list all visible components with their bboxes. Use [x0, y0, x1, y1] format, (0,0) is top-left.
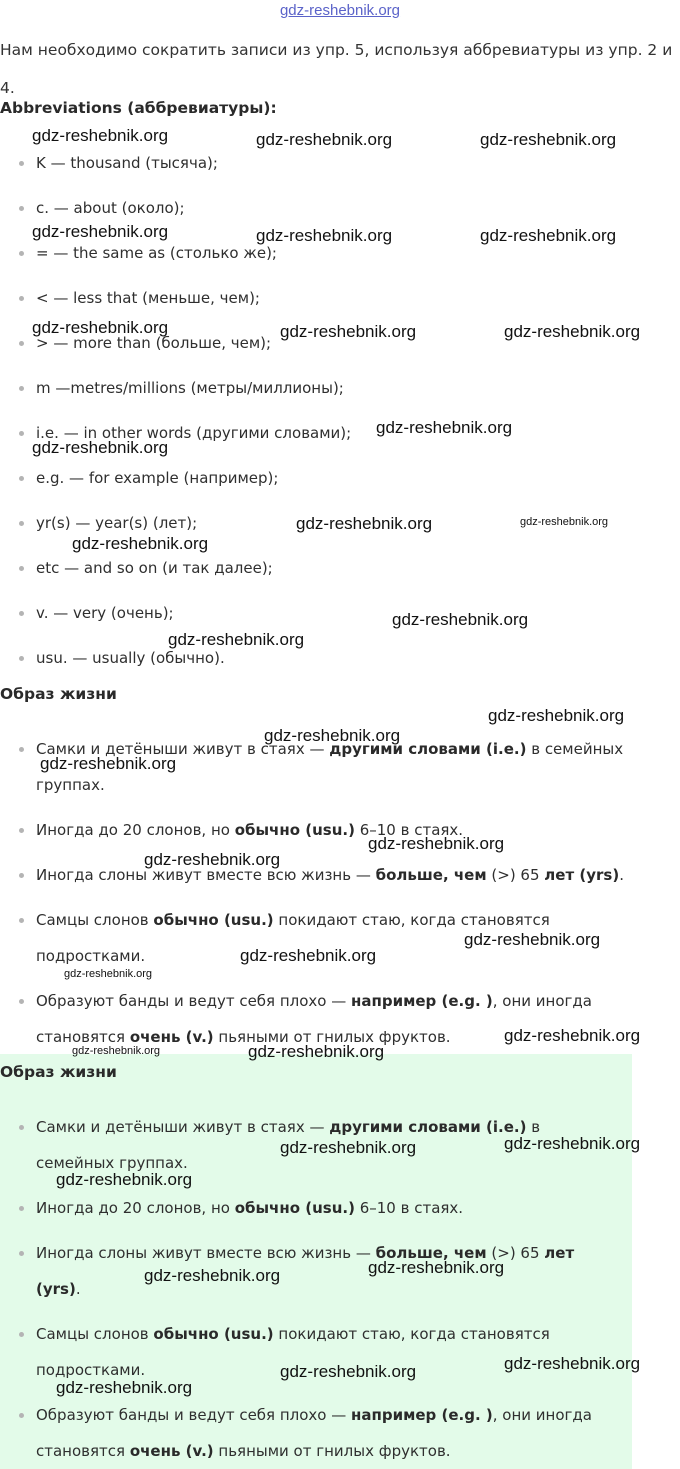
- watermark: gdz-reshebnik.org: [240, 946, 377, 965]
- watermark: gdz-reshebnik.org: [168, 630, 305, 649]
- list-item: usu. — usually (обычно).: [36, 640, 656, 676]
- watermark: gdz-reshebnik.org: [64, 968, 153, 980]
- watermark: gdz-reshebnik.org: [504, 322, 641, 341]
- watermark: gdz-reshebnik.org: [264, 726, 401, 745]
- watermark: gdz-reshebnik.org: [56, 1378, 193, 1397]
- answer-heading-lifestyle: Образ жизни: [0, 1063, 117, 1081]
- watermark: gdz-reshebnik.org: [72, 1045, 161, 1057]
- list-item: Самцы слонов обычно (usu.) покидают стаю, когда становятся подростками.: [36, 1316, 596, 1388]
- bold-phrase: например (e.g. ): [351, 992, 493, 1010]
- watermark: gdz-reshebnik.org: [280, 322, 417, 341]
- bold-phrase: обычно (usu.): [234, 1199, 355, 1217]
- list-item: v. — very (очень);: [36, 595, 656, 631]
- watermark: gdz-reshebnik.org: [480, 226, 617, 245]
- watermark: gdz-reshebnik.org: [256, 130, 393, 149]
- section-heading-lifestyle: Образ жизни: [0, 685, 117, 703]
- list-item: Образуют банды и ведут себя плохо — например (e.g. ), они иногда становятся очень (v.) пьяными от гнилых фруктов.: [36, 983, 636, 1055]
- list-item: Иногда до 20 слонов, но обычно (usu.) 6–10 в стаях.: [36, 812, 656, 848]
- watermark: gdz-reshebnik.org: [376, 418, 513, 437]
- bold-phrase: лет (yrs): [36, 1244, 575, 1298]
- watermark: gdz-reshebnik.org: [464, 930, 601, 949]
- list-item: = — the same as (столько же);: [36, 235, 656, 271]
- list-item: m —metres/millions (метры/миллионы);: [36, 370, 656, 406]
- watermark: gdz-reshebnik.org: [296, 514, 433, 533]
- bold-phrase: больше, чем: [375, 1244, 487, 1262]
- list-item: etc — and so on (и так далее);: [36, 550, 656, 586]
- list-item: Иногда слоны живут вместе всю жизнь — больше, чем (>) 65 лет (yrs).: [36, 857, 656, 893]
- list-item: Иногда до 20 слонов, но обычно (usu.) 6–10 в стаях.: [36, 1190, 656, 1226]
- bold-phrase: обычно (usu.): [153, 911, 274, 929]
- bold-phrase: лет (yrs): [544, 866, 620, 884]
- watermark: gdz-reshebnik.org: [480, 130, 617, 149]
- watermark: gdz-reshebnik.org: [488, 706, 625, 725]
- list-item: > — more than (больше, чем);: [36, 325, 656, 361]
- list-item: Самцы слонов обычно (usu.) покидают стаю, когда становятся подростками.: [36, 902, 596, 974]
- list-item: Самки и детёныши живут в стаях — другими словами (i.e.) в семейных группах.: [36, 731, 651, 803]
- bold-phrase: очень (v.): [129, 1028, 214, 1046]
- abbreviations-heading: Abbreviations (аббревиатуры):: [0, 99, 277, 117]
- list-item: Иногда слоны живут вместе всю жизнь — больше, чем (>) 65 лет (yrs).: [36, 1235, 616, 1307]
- watermark: gdz-reshebnik.org: [32, 438, 169, 457]
- list-item: K — thousand (тысяча);: [36, 145, 656, 181]
- bold-phrase: очень (v.): [129, 1442, 214, 1460]
- watermark: gdz-reshebnik.org: [280, 1362, 417, 1381]
- list-item: i.e. — in other words (другими словами);: [36, 415, 656, 451]
- watermark: gdz-reshebnik.org: [32, 222, 169, 241]
- watermark: gdz-reshebnik.org: [56, 1170, 193, 1189]
- bold-phrase: обычно (usu.): [153, 1325, 274, 1343]
- watermark: gdz-reshebnik.org: [368, 834, 505, 853]
- watermark: gdz-reshebnik.org: [40, 754, 177, 773]
- site-title-link[interactable]: gdz-reshebnik.org: [279, 2, 401, 19]
- bold-phrase: другими словами (i.e.): [329, 1118, 527, 1136]
- list-item: c. — about (около);: [36, 190, 656, 226]
- list-item: < — less that (меньше, чем);: [36, 280, 656, 316]
- intro-text: Нам необходимо сократить записи из упр. 5, используя аббревиатуры из упр. 2 и 4.: [0, 41, 673, 97]
- watermark: gdz-reshebnik.org: [248, 1042, 385, 1061]
- watermark: gdz-reshebnik.org: [144, 1266, 281, 1285]
- bold-phrase: другими словами (i.e.): [329, 740, 527, 758]
- bold-phrase: больше, чем: [375, 866, 487, 884]
- watermark: gdz-reshebnik.org: [72, 534, 209, 553]
- watermark: gdz-reshebnik.org: [144, 850, 281, 869]
- bold-phrase: например (e.g. ): [351, 1406, 493, 1424]
- list-item: e.g. — for example (например);: [36, 460, 656, 496]
- list-item: yr(s) — year(s) (лет);: [36, 505, 656, 541]
- watermark: gdz-reshebnik.org: [392, 610, 529, 629]
- watermark: gdz-reshebnik.org: [504, 1354, 641, 1373]
- list-item: Самки и детёныши живут в стаях — другими словами (i.e.) в семейных группах.: [36, 1109, 596, 1181]
- watermark: gdz-reshebnik.org: [368, 1258, 505, 1277]
- watermark: gdz-reshebnik.org: [32, 126, 169, 145]
- watermark: gdz-reshebnik.org: [256, 226, 393, 245]
- list-item: Образуют банды и ведут себя плохо — например (e.g. ), они иногда становятся очень (v.) пьяными от гнилых фруктов.: [36, 1397, 626, 1469]
- watermark: gdz-reshebnik.org: [280, 1138, 417, 1157]
- watermark: gdz-reshebnik.org: [504, 1026, 641, 1045]
- bold-phrase: обычно (usu.): [234, 821, 355, 839]
- watermark: gdz-reshebnik.org: [504, 1134, 641, 1153]
- watermark: gdz-reshebnik.org: [32, 318, 169, 337]
- watermark: gdz-reshebnik.org: [520, 516, 609, 528]
